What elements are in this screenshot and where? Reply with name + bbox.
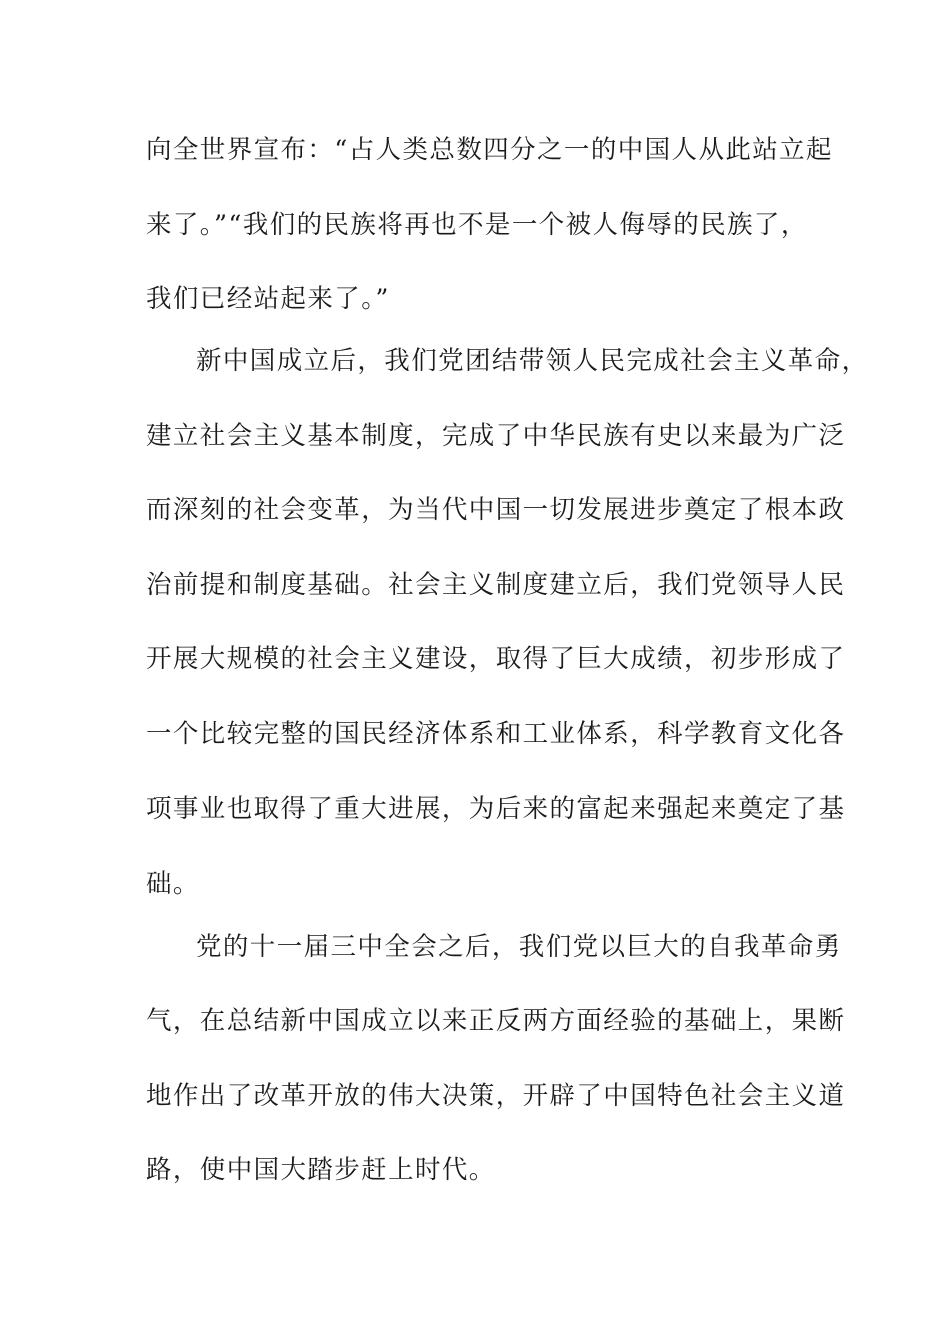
text-line: 建立社会主义基本制度，完成了中华民族有史以来最为广泛	[146, 421, 846, 451]
text-line: 础。	[146, 869, 200, 899]
text-line: 来了。”“我们的民族将再也不是一个被人侮辱的民族了，	[146, 210, 808, 240]
text-line: 新中国成立后，我们党团结带领人民完成社会主义革命，	[196, 346, 869, 376]
text-line: 路，使中国大踏步赶上时代。	[146, 1155, 496, 1185]
text-line: 而深刻的社会变革，为当代中国一切发展进步奠定了根本政	[146, 495, 846, 525]
text-line: 开展大规模的社会主义建设，取得了巨大成绩，初步形成了	[146, 644, 846, 674]
text-line: 一个比较完整的国民经济体系和工业体系，科学教育文化各	[146, 719, 846, 749]
text-line: 地作出了改革开放的伟大决策，开辟了中国特色社会主义道	[146, 1081, 846, 1111]
text-line: 项事业也取得了重大进展，为后来的富起来强起来奠定了基	[146, 794, 846, 824]
text-line: 向全世界宣布：“占人类总数四分之一的中国人从此站立起	[146, 135, 833, 165]
text-line: 党的十一届三中全会之后，我们党以巨大的自我革命勇	[196, 932, 842, 962]
text-line: 我们已经站起来了。”	[146, 284, 390, 314]
text-line: 治前提和制度基础。社会主义制度建立后，我们党领导人民	[146, 570, 846, 600]
text-line: 气，在总结新中国成立以来正反两方面经验的基础上，果断	[146, 1006, 846, 1036]
